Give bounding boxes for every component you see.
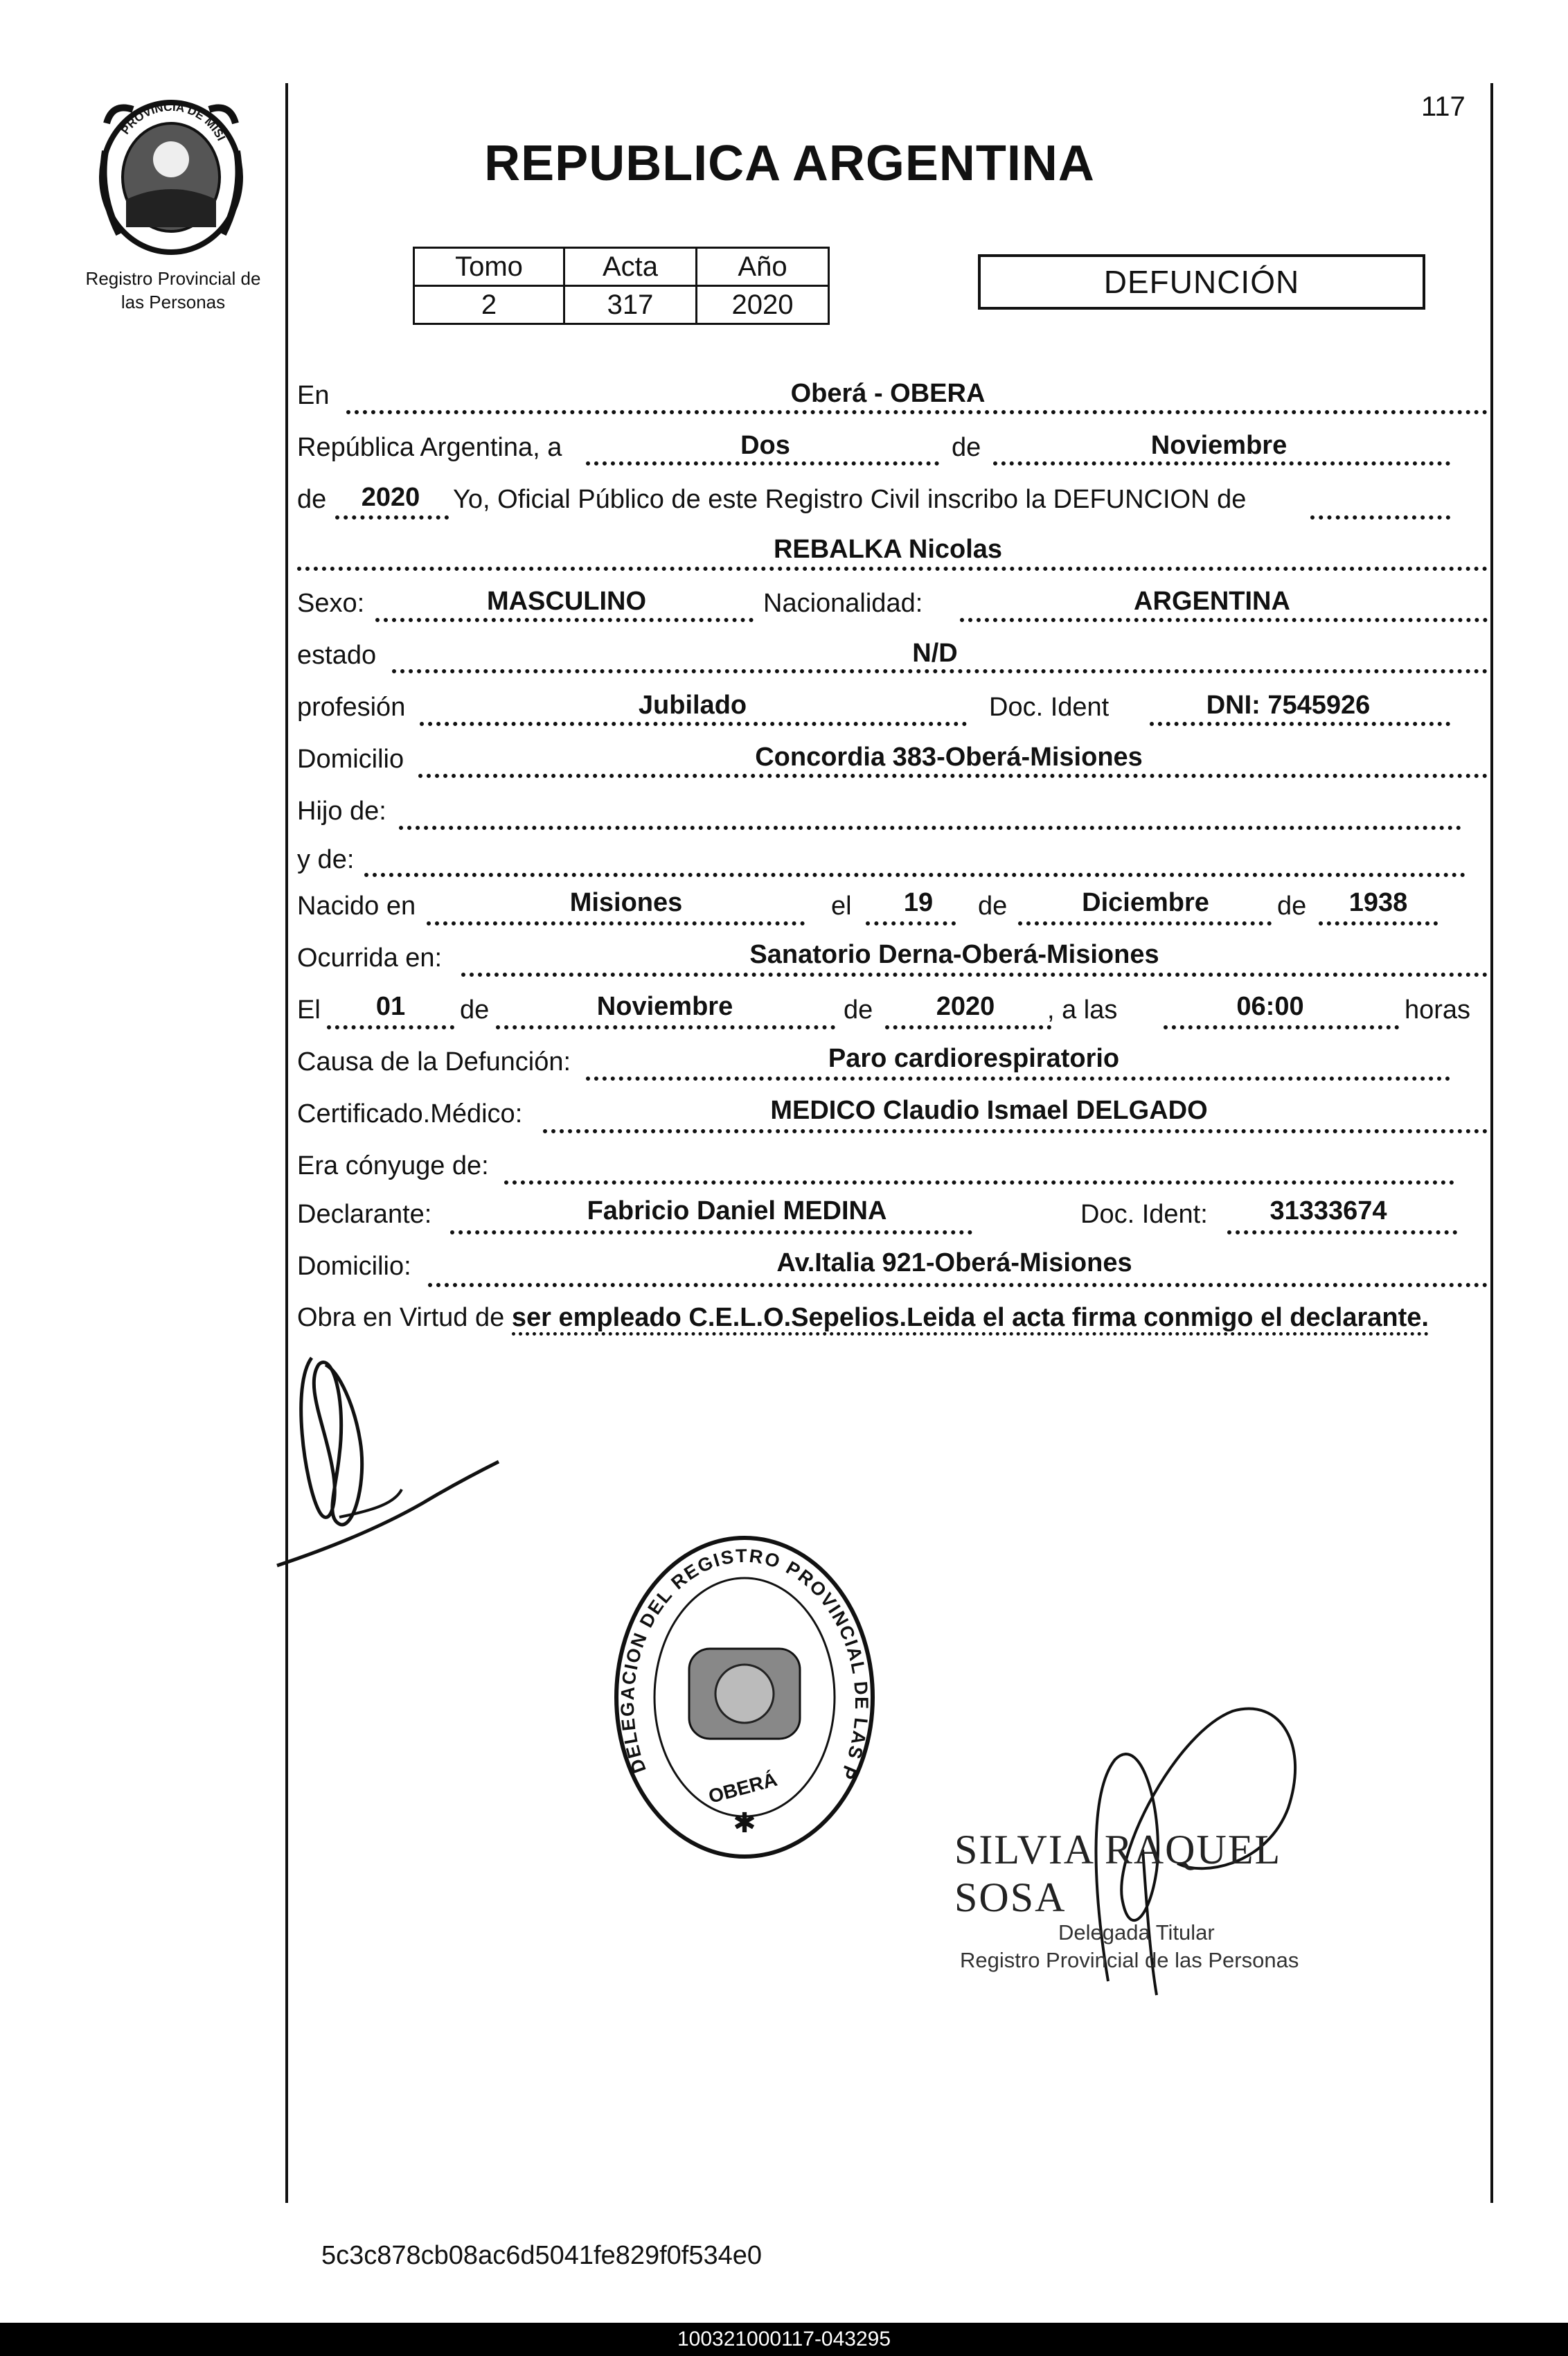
logo-caption-line2: las Personas: [121, 292, 226, 312]
nacido-el-label: el: [831, 892, 852, 921]
value-acta: 317: [564, 286, 697, 324]
inscribo-dotted-line: [1310, 515, 1450, 520]
ocurrida-label: Ocurrida en:: [297, 944, 443, 973]
signer-name: SILVIA RAQUEL SOSA: [954, 1827, 1280, 1920]
nombre-dotted-line: [297, 567, 1488, 571]
de-anio-label: de: [297, 485, 327, 514]
domicilio-value: Concordia 383-Oberá-Misiones: [755, 743, 1143, 772]
header-anio: Año: [697, 248, 829, 286]
en-value: Oberá - OBERA: [790, 379, 986, 408]
doc-ident-label: Doc. Ident: [989, 693, 1110, 722]
ocurrida-value: Sanatorio Derna-Oberá-Misiones: [749, 940, 1159, 969]
seal-ring-text: DELEGACION DEL REGISTRO PROVINCIAL DE LAS P: [616, 1545, 873, 1784]
document-type-box: DEFUNCIÓN: [978, 254, 1425, 310]
document-hash: 5c3c878cb08ac6d5041fe829f0f534e0: [321, 2241, 763, 2270]
declarante-doc-value: 31333674: [1269, 1196, 1387, 1225]
dom-declarante-dotted-line: [428, 1283, 1488, 1287]
header-acta: Acta: [564, 248, 697, 286]
def-hora-value: 06:00: [1236, 992, 1304, 1021]
a-las-label: , a las: [1047, 995, 1118, 1025]
sexo-dotted-line: [375, 618, 754, 622]
dom-declarante-label: Domicilio:: [297, 1252, 411, 1281]
nacido-lugar-value: Misiones: [569, 888, 683, 917]
nacido-de2-label: de: [1277, 892, 1307, 921]
mes-value: Noviembre: [1150, 431, 1288, 460]
y-de-label: y de:: [297, 845, 355, 874]
causa-label: Causa de la Defunción:: [297, 1047, 571, 1077]
nacido-label: Nacido en: [297, 892, 416, 921]
dia-value: Dos: [740, 431, 790, 460]
en-dotted-line: [346, 410, 1488, 414]
sexo-value: MASCULINO: [486, 587, 647, 616]
signer-block: [954, 1826, 1398, 1973]
reference-table: [413, 247, 830, 325]
obra-label: Obra en Virtud de: [297, 1303, 505, 1332]
def-mes-dotted-line: [496, 1025, 835, 1029]
conyuge-label: Era cónyuge de:: [297, 1151, 489, 1180]
dia-dotted-line: [586, 461, 939, 466]
domicilio-label: Domicilio: [297, 745, 404, 774]
seal-star-icon: ✱: [733, 1808, 756, 1839]
el-label: El: [297, 995, 321, 1025]
profesion-value: Jubilado: [638, 691, 747, 720]
def-de2-label: de: [844, 995, 873, 1025]
def-mes-value: Noviembre: [596, 992, 733, 1021]
page-number: 117: [1421, 91, 1465, 122]
de-label: de: [952, 433, 981, 462]
def-hora-dotted-line: [1164, 1025, 1399, 1029]
left-margin-rule: [285, 83, 288, 2203]
signer-role: Delegada Titular: [1058, 1920, 1215, 1945]
en-label: En: [297, 381, 330, 410]
doc-ident-value: DNI: 7545926: [1206, 691, 1371, 720]
deceased-name: REBALKA Nicolas: [773, 535, 1003, 564]
misiones-coat-of-arms-logo: [91, 96, 251, 255]
def-de-label: de: [460, 995, 490, 1025]
sexo-label: Sexo:: [297, 589, 365, 618]
nacionalidad-dotted-line: [960, 618, 1488, 622]
def-anio-dotted-line: [885, 1025, 1051, 1029]
causa-dotted-line: [586, 1077, 1450, 1081]
certificado-label: Certificado.Médico:: [297, 1099, 523, 1128]
mes-dotted-line: [993, 461, 1450, 466]
hijo-de-dotted-line: [399, 826, 1461, 830]
value-tomo: 2: [414, 286, 564, 324]
official-seal: [609, 1531, 880, 1863]
nacido-dia-dotted-line: [866, 921, 956, 925]
declarante-doc-label: Doc. Ident:: [1080, 1200, 1208, 1229]
hijo-de-label: Hijo de:: [297, 797, 386, 826]
seal-center-text: OBERÁ: [706, 1768, 780, 1807]
estado-value: N/D: [912, 639, 958, 668]
anio-dotted-line: [335, 515, 449, 520]
horas-label: horas: [1405, 995, 1471, 1025]
nacido-anio-dotted-line: [1319, 921, 1438, 925]
conyuge-dotted-line: [504, 1180, 1454, 1185]
profesion-label: profesión: [297, 693, 406, 722]
nacido-mes-dotted-line: [1018, 921, 1272, 925]
value-anio: 2020: [697, 286, 829, 324]
document-id: 100321000117-043295: [677, 2328, 891, 2350]
declarante-doc-dotted-line: [1227, 1230, 1457, 1234]
estado-label: estado: [297, 641, 377, 670]
y-de-dotted-line: [364, 873, 1465, 877]
nacionalidad-value: ARGENTINA: [1134, 587, 1290, 616]
page-title: REPUBLICA ARGENTINA: [484, 136, 1095, 191]
estado-dotted-line: [392, 669, 1488, 673]
def-anio-value: 2020: [936, 992, 995, 1021]
nacionalidad-label: Nacionalidad:: [763, 589, 923, 618]
nacido-de-label: de: [978, 892, 1008, 921]
certificado-dotted-line: [543, 1129, 1488, 1133]
republica-label: República Argentina, a: [297, 433, 562, 462]
doc-ident-dotted-line: [1150, 722, 1450, 726]
nacido-mes-value: Diciembre: [1082, 888, 1209, 917]
inscribo-text: Yo, Oficial Público de este Registro Civil inscribo la DEFUNCION de: [453, 485, 1247, 514]
def-dia-value: 01: [375, 992, 406, 1021]
profesion-dotted-line: [420, 722, 967, 726]
anio-value: 2020: [361, 483, 420, 512]
dom-declarante-value: Av.Italia 921-Oberá-Misiones: [776, 1248, 1132, 1277]
logo-caption-line1: Registro Provincial de: [85, 268, 261, 289]
header-tomo: Tomo: [414, 248, 564, 286]
declarante-value: Fabricio Daniel MEDINA: [587, 1196, 887, 1225]
declarante-dotted-line: [450, 1230, 972, 1234]
signer-office: Registro Provincial de las Personas: [960, 1948, 1299, 1972]
declarant-signature: [263, 1344, 513, 1579]
causa-value: Paro cardiorespiratorio: [828, 1044, 1120, 1073]
nacido-dia-value: 19: [903, 888, 934, 917]
reference-table-value-row: [414, 286, 829, 324]
obra-paragraph: [297, 1300, 1487, 1336]
reference-table-header-row: [414, 248, 829, 286]
obra-value: ser empleado C.E.L.O.Sepelios.Leida el acta firma conmigo el declarante.: [512, 1303, 1429, 1336]
declarante-label: Declarante:: [297, 1200, 432, 1229]
nacido-anio-value: 1938: [1348, 888, 1408, 917]
certificado-value: MEDICO Claudio Ismael DELGADO: [770, 1096, 1208, 1125]
right-margin-rule: [1490, 83, 1493, 2203]
ocurrida-dotted-line: [461, 973, 1488, 977]
domicilio-dotted-line: [418, 774, 1488, 778]
def-dia-dotted-line: [327, 1025, 454, 1029]
logo-ring-text: PROVINCIA DE MISI: [118, 100, 229, 143]
logo-caption: [62, 267, 284, 314]
nacido-lugar-dotted-line: [427, 921, 805, 925]
